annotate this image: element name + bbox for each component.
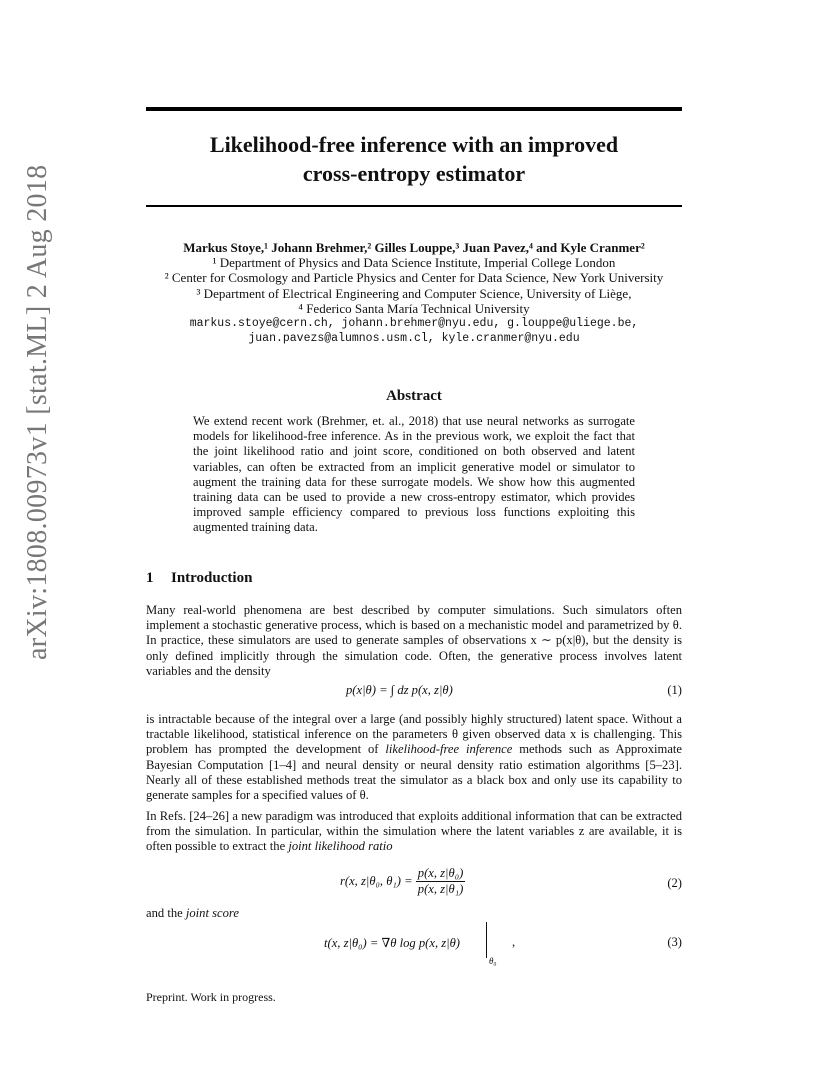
equation-2 [146, 866, 682, 902]
intro-paragraph-4 [146, 906, 682, 921]
equation-2-numerator: p(x, z|θ₀) [417, 866, 464, 880]
p4-text-a: and the [146, 906, 186, 920]
section-heading [146, 570, 252, 587]
footer-note: Preprint. Work in progress. [146, 990, 276, 1004]
p3-text-a: In Refs. [24–26] a new paradigm was introduced that exploits additional information that can be extracted from the simulation. In particular, within the simulation where the latent variables z are available, it is often possible to extract the [146, 809, 682, 854]
equation-3-body: t(x, z|θ₀) = ∇θ log p(x, z|θ) [324, 936, 460, 950]
equation-1-body: p(x|θ) = ∫ dz p(x, z|θ) [346, 683, 453, 697]
p2-text-a: is intractable because of the integral over a large (and possibly highly structured) latent space. Without a tractable likelihood, statistical inference on the parameters θ given observed data x is challenging. This problem has prompted the development of [146, 712, 682, 757]
equation-3-number: (3) [667, 935, 682, 949]
p2-emphasis: likelihood-free inference [385, 742, 513, 757]
equation-2-lhs: r(x, z|θ₀, θ₁) = [340, 874, 413, 888]
affiliation-3: ³ Department of Electrical Engineering and Computer Science, University of Liège, [196, 285, 632, 301]
arxiv-identifier: arXiv:1808.00973v1 [stat.ML] 2 Aug 2018 [22, 164, 53, 660]
equation-2-denominator: p(x, z|θ₁) [417, 882, 464, 896]
paper-title [146, 130, 682, 188]
intro-paragraph-1: Many real-world phenomena are best described by computer simulations. Such simulators often implement a stochastic generative process, which is based on a mechanistic model and parametrized by θ. In practice, these simulators are used to generate samples of observations x ∼ p(x|θ), but the density is only defined implicitly through the simulation code. Often, the generative process involves latent variables and the density [146, 603, 682, 678]
author-names: Markus Stoye,¹ Johann Brehmer,² Gilles Louppe,³ Juan Pavez,⁴ and Kyle Cranmer² [183, 240, 645, 255]
title-bottom-rule [146, 205, 682, 207]
affiliation-4: ⁴ Federico Santa María Technical University [298, 300, 530, 316]
author-emails-1: markus.stoye@cern.ch, johann.brehmer@nyu.edu, g.louppe@uliege.be, [189, 317, 639, 331]
abstract-heading: Abstract [386, 388, 442, 404]
title-line-1: Likelihood-free inference with an improved [209, 132, 619, 157]
title-line-2: cross-entropy estimator [302, 161, 526, 186]
affiliation-2: ² Center for Cosmology and Particle Physics and Center for Data Science, New York University [164, 270, 664, 286]
top-rule [146, 107, 682, 111]
equation-2-body [340, 866, 465, 897]
equation-1 [146, 683, 682, 703]
intro-paragraph-3 [146, 809, 682, 855]
section-title: Introduction [171, 570, 253, 586]
equation-3 [146, 922, 682, 968]
intro-paragraph-2 [146, 712, 682, 803]
author-block [100, 240, 728, 346]
evaluation-bar [486, 922, 487, 958]
equation-2-number: (2) [667, 876, 682, 890]
affiliation-1: ¹ Department of Physics and Data Science Institute, Imperial College London [212, 255, 616, 271]
author-emails-2: juan.pavezs@alumnos.usm.cl, kyle.cranmer@nyu.edu [248, 332, 580, 346]
equation-1-number: (1) [667, 683, 682, 697]
p3-emphasis: joint likelihood ratio [288, 839, 393, 854]
section-number: 1 [146, 570, 154, 586]
equation-3-subscript: θ₀ [489, 956, 497, 966]
p4-emphasis: joint score [185, 906, 239, 920]
equation-3-comma: , [512, 935, 516, 949]
abstract-text: We extend recent work (Brehmer, et. al., 2018) that use neural networks as surrogate models for likelihood-free inference. As in the previous work, we exploit the fact that the joint likelihood ratio and joint score, conditioned on both observed and latent variables, can often be extracted from an implicit generative model or simulator to augment the training data for these surrogate models. We show how this augmented training data can be used to provide a new cross-entropy estimator, which provides improved sample efficiency compared to previous loss functions exploiting this augmented training data. [193, 414, 635, 535]
equation-2-fraction [416, 866, 466, 897]
p2-text-b: methods such as Approximate Bayesian Computation [1–4] and neural density or neural density ratio estimation algorithms [5–23]. Nearly all of these established methods treat the simulator as a black box and only use its capability to generate samples for a specified values of θ. [146, 742, 682, 803]
